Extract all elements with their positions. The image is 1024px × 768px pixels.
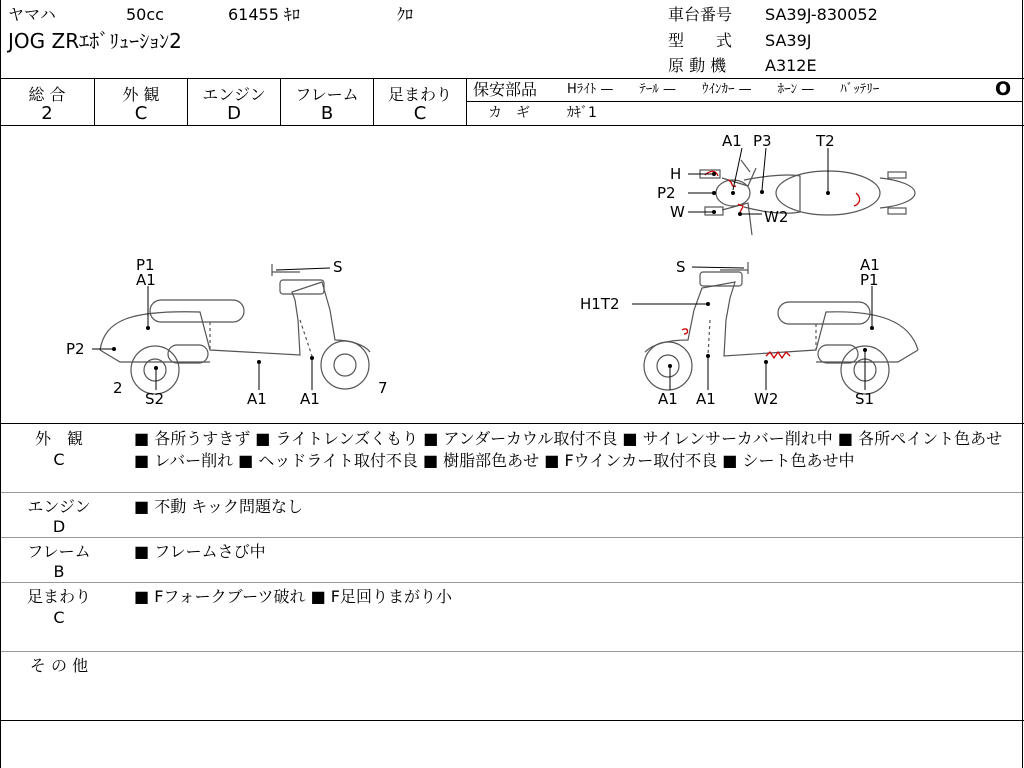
scooter-right-leaders	[632, 267, 872, 390]
diagram-label: A1	[300, 390, 320, 408]
diagram-label: H	[670, 165, 682, 183]
safety-parts-status: Hﾗｲﾄ — ﾃｰﾙ — ｳｲﾝｶｰ — ﾎｰﾝ — ﾊﾞｯﾃﾘｰ	[567, 82, 880, 97]
diagram-label: P1	[860, 271, 879, 289]
engine-section-notes: ■ 不動 キック問題なし	[134, 497, 303, 516]
diagram-label: S	[333, 258, 343, 276]
diagram-label: S1	[855, 390, 875, 408]
diagram-label: T2	[816, 132, 835, 150]
exterior-section-grade: C	[53, 450, 65, 469]
frame-section-grade: B	[53, 562, 65, 581]
scooter-left-leaders	[92, 268, 330, 390]
diagram-label: A1	[722, 132, 742, 150]
engine-section-label: エンジン	[27, 497, 91, 516]
other-section-label: そ の 他	[29, 656, 89, 675]
diagram-label: P3	[753, 132, 772, 150]
diagram-label: A1	[860, 256, 880, 274]
grade-exterior-label: 外 観	[122, 85, 160, 104]
body-color: ｸﾛ	[397, 5, 414, 24]
diagram-label: A1	[658, 390, 678, 408]
battery-ok-mark: O	[995, 78, 1012, 100]
divider	[0, 78, 1024, 79]
divider	[0, 423, 1024, 424]
key-value: ｶｷﾞ1	[567, 105, 597, 121]
engine-label: 原 動 機	[668, 56, 727, 75]
diagram-label: S	[676, 258, 686, 276]
frame-no: SA39J-830052	[765, 5, 878, 24]
diagram-label: A1	[136, 271, 156, 289]
suspension-section-label: 足まわり	[26, 587, 91, 606]
exterior-section-label: 外 観	[34, 429, 83, 448]
maker: ヤマハ	[8, 5, 56, 24]
diagram-label: P2	[657, 184, 676, 202]
frame-section-notes: ■ フレームさび中	[134, 542, 266, 561]
divider	[0, 720, 1024, 721]
model-name: JOG ZRｴﾎﾞﾘｭｰｼｮﾝ2	[8, 29, 182, 53]
divider	[0, 492, 1024, 493]
grade-suspension-value: C	[413, 103, 427, 124]
engine-value: A312E	[765, 56, 817, 75]
diagram-label: W2	[764, 208, 789, 226]
grade-exterior-value: C	[134, 103, 148, 124]
diagram-label: P2	[66, 340, 85, 358]
frame-no-label: 車台番号	[668, 5, 733, 24]
frame-section-label: フレーム	[27, 542, 91, 561]
exterior-section-notes: ■ 各所うすきず ■ ライトレンズくもり ■ アンダーカウル取付不良 ■ サイレンサーカバー削れ中 ■ 各所ペイント色あせ ■ レバー削れ ■ ヘッドライト取付不良 ■ 樹脂部色あせ ■ Fウインカー取付不良 ■ シート色あせ中	[134, 429, 1003, 470]
grade-engine-value: D	[227, 103, 241, 124]
type-label: 型 式	[668, 31, 733, 50]
diagram-label: A1	[247, 390, 267, 408]
type-value: SA39J	[765, 31, 812, 50]
grade-overall-value: 2	[41, 103, 53, 124]
grade-frame-label: フレーム	[295, 85, 359, 104]
mileage: 61455 ｷﾛ	[228, 5, 300, 24]
diagram-label: S2	[145, 390, 165, 408]
displacement: 50cc	[126, 5, 164, 24]
divider	[0, 582, 1024, 583]
diagram-label: H1T2	[580, 295, 620, 313]
damage-diagram	[0, 126, 1024, 422]
safety-parts-label: 保安部品	[473, 80, 538, 99]
scooter-top-leaders	[688, 148, 828, 214]
diagram-label: 7	[378, 379, 388, 397]
diagram-label: P1	[136, 256, 155, 274]
scooter-top-view	[700, 160, 915, 235]
divider	[0, 537, 1024, 538]
grade-suspension-label: 足まわり	[387, 85, 452, 104]
divider	[0, 651, 1024, 652]
grade-frame-value: B	[320, 103, 334, 124]
suspension-section-grade: C	[53, 608, 65, 627]
grade-overall-label: 総 合	[28, 85, 66, 104]
suspension-section-notes: ■ Fフォークブーツ破れ ■ F足回りまがり小	[134, 587, 452, 606]
diagram-label: 2	[113, 379, 123, 397]
diagram-label: W	[670, 203, 685, 221]
scooter-right-marks	[682, 329, 790, 358]
diagram-label: A1	[696, 390, 716, 408]
key-label: カ ギ	[488, 105, 530, 121]
diagram-label: W2	[754, 390, 779, 408]
engine-section-grade: D	[52, 517, 66, 536]
divider	[466, 101, 1022, 102]
scooter-left-dots	[112, 326, 314, 370]
grade-engine-label: エンジン	[202, 85, 266, 104]
